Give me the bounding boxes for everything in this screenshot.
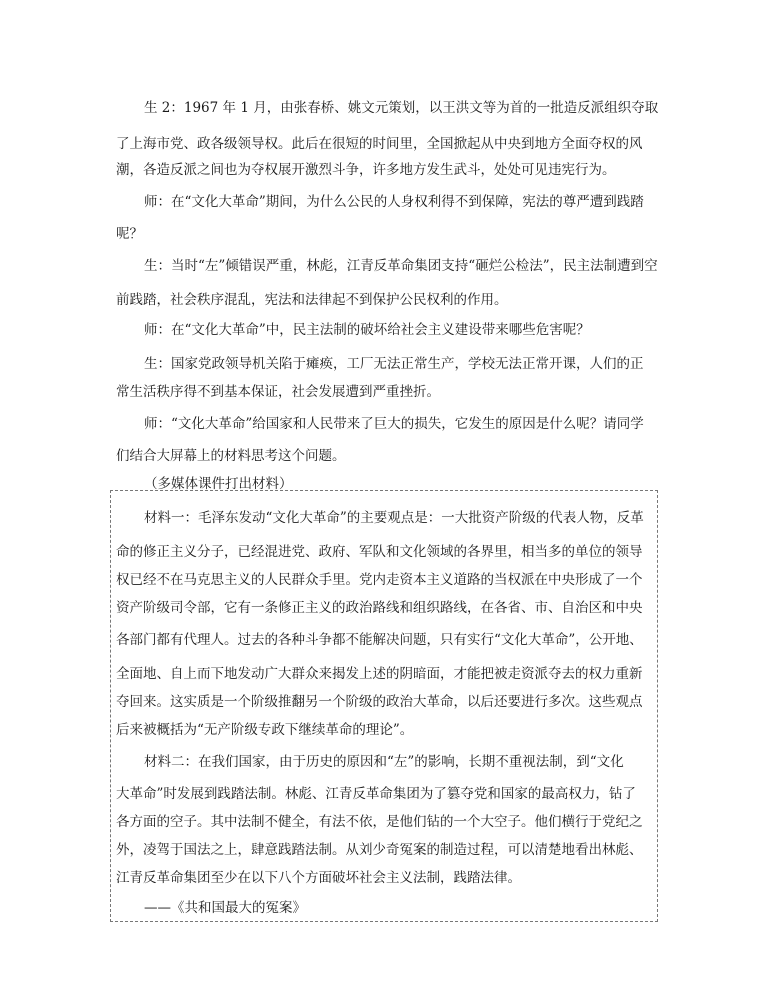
material-source: ——《共和国最大的冤案》	[144, 900, 306, 916]
text-line: 师：“文化大革命”给国家和人民带来了巨大的损失，它发生的原因是什么呢？请同学	[144, 416, 644, 432]
material2-line: 外，凌驾于国法之上，肆意践踏法制。从刘少奇冤案的制造过程，可以清楚地看出林彪、	[116, 842, 643, 858]
multimedia-note: （多媒体课件打出材料）	[144, 476, 293, 492]
material1-line: 夺回来。这实质是一个阶级推翻另一个阶级的政治大革命，以后还要进行多次。这些观点	[116, 694, 643, 710]
text-line: 师：在“文化大革命”期间，为什么公民的人身权利得不到保障，宪法的尊严遭到践踏	[144, 194, 644, 210]
text-line: 生：当时“左”倾错误严重，林彪，江青反革命集团支持“砸烂公检法”，民主法制遭到空	[144, 258, 658, 274]
text-line: 们结合大屏幕上的材料思考这个问题。	[116, 448, 346, 464]
text-line: 前践踏，社会秩序混乱，宪法和法律起不到保护公民权利的作用。	[116, 292, 508, 308]
text-line: 常生活秩序得不到基本保证，社会发展遭到严重挫折。	[116, 384, 440, 400]
material1-line: 命的修正主义分子，已经混进党、政府、军队和文化领域的各界里，相当多的单位的领导	[116, 544, 643, 560]
material1-line: 全面地、自上而下地发动广大群众来揭发上述的阴暗面，才能把被走资派夺去的权力重新	[116, 666, 643, 682]
material1-line: 权已经不在马克思主义的人民群众手里。党内走资本主义道路的当权派在中央形成了一个	[116, 572, 643, 588]
material2-line: 大革命”时发展到践踏法制。林彪、江青反革命集团为了篡夺党和国家的最高权力，钻了	[116, 786, 636, 802]
material2-line: 各方面的空子。其中法制不健全，有法不依，是他们钻的一个大空子。他们横行于党纪之	[116, 814, 643, 830]
material2-line: 江青反革命集团至少在以下八个方面破坏社会主义法制，践踏法律。	[116, 870, 521, 886]
material2-line: 材料二：在我们国家，由于历史的原因和“左”的影响，长期不重视法制，到“文化	[144, 754, 624, 770]
text-line: 生 2：1967 年 1 月，由张春桥、姚文元策划，以王洪文等为首的一批造反派组织夺取	[144, 100, 659, 116]
text-line: 生：国家党政领导机关陷于瘫痪，工厂无法正常生产，学校无法正常开课，人们的正	[144, 356, 644, 372]
text-line: 了上海市党、政各级领导权。此后在很短的时间里，全国掀起从中央到地方全面夺权的风	[116, 136, 643, 152]
text-line: 师：在“文化大革命”中，民主法制的破坏给社会主义建设带来哪些危害呢？	[144, 322, 590, 338]
text-line: 呢？	[116, 226, 143, 242]
material1-line: 各部门都有代理人。过去的各种斗争都不能解决问题，只有实行“文化大革命”，公开地、	[116, 632, 643, 648]
text-line: 潮，各造反派之间也为夺权展开激烈斗争，许多地方发生武斗，处处可见违宪行为。	[116, 162, 616, 178]
material1-line: 材料一：毛泽东发动“文化大革命”的主要观点是：一大批资产阶级的代表人物，反革	[144, 510, 644, 526]
material1-line: 后来被概括为“无产阶级专政下继续革命的理论”。	[116, 722, 414, 738]
material1-line: 资产阶级司令部，它有一条修正主义的政治路线和组织路线，在各省、市、自治区和中央	[116, 600, 643, 616]
